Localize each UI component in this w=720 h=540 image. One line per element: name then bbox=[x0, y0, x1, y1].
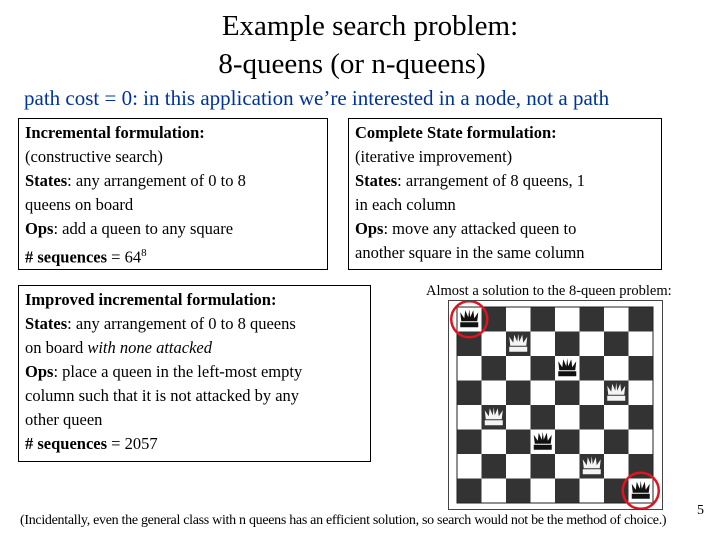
board-square bbox=[580, 332, 605, 357]
board-square bbox=[531, 479, 556, 504]
board-square bbox=[580, 479, 605, 504]
board-square bbox=[604, 405, 629, 430]
board-square bbox=[580, 430, 605, 455]
incremental-formulation-box bbox=[18, 118, 328, 270]
board-square bbox=[531, 381, 556, 406]
board-square bbox=[506, 381, 531, 406]
sequences-label: # sequences bbox=[25, 434, 108, 453]
board-square bbox=[580, 405, 605, 430]
states-text-cont: on board bbox=[25, 338, 88, 357]
states-label: States bbox=[355, 171, 398, 190]
board-square bbox=[506, 430, 531, 455]
board-square bbox=[629, 332, 654, 357]
states-text: : any arrangement of 0 to 8 queens bbox=[67, 314, 296, 333]
states-label: States bbox=[25, 314, 68, 333]
improved-incremental-formulation-box bbox=[18, 285, 371, 462]
board-square bbox=[580, 356, 605, 381]
board-caption: Almost a solution to the 8-queen problem: bbox=[426, 283, 672, 299]
board-square bbox=[555, 332, 580, 357]
board-square bbox=[604, 307, 629, 332]
board-square bbox=[457, 405, 482, 430]
board-square bbox=[604, 430, 629, 455]
board-square bbox=[506, 307, 531, 332]
board-square bbox=[629, 356, 654, 381]
board-square bbox=[506, 454, 531, 479]
ops-label: Ops bbox=[355, 219, 384, 238]
ops-text: : place a queen in the left-most empty bbox=[53, 362, 303, 381]
board-square bbox=[506, 405, 531, 430]
ops-text-cont: another square in the same column bbox=[355, 243, 585, 262]
board-square bbox=[531, 454, 556, 479]
ops-label: Ops bbox=[25, 362, 54, 381]
board-square bbox=[506, 356, 531, 381]
board-square bbox=[457, 356, 482, 381]
board-square bbox=[482, 332, 507, 357]
improved-heading: Improved incremental formulation: bbox=[25, 290, 277, 309]
board-square bbox=[604, 332, 629, 357]
sequences-label: # sequences bbox=[25, 247, 108, 267]
complete-state-subheading: (iterative improvement) bbox=[355, 147, 513, 166]
board-square bbox=[457, 381, 482, 406]
states-text-italic: with none attacked bbox=[87, 338, 212, 357]
board-square bbox=[457, 479, 482, 504]
chessboard-svg bbox=[449, 301, 662, 509]
ops-text-cont-2: other queen bbox=[25, 410, 103, 429]
ops-text: : move any attacked queen to bbox=[383, 219, 577, 238]
states-label: States bbox=[25, 171, 68, 190]
board-square bbox=[555, 430, 580, 455]
board-square bbox=[482, 454, 507, 479]
board-square bbox=[580, 381, 605, 406]
chessboard-image bbox=[448, 300, 663, 510]
complete-state-heading: Complete State formulation: bbox=[355, 123, 557, 142]
slide-title-line-2: 8-queens (or n-queens) bbox=[218, 48, 486, 80]
incremental-heading: Incremental formulation: bbox=[25, 123, 205, 142]
states-text-cont: in each column bbox=[355, 195, 456, 214]
page-number: 5 bbox=[697, 503, 704, 518]
board-square bbox=[555, 454, 580, 479]
board-square bbox=[629, 381, 654, 406]
complete-state-formulation-box bbox=[348, 118, 662, 270]
board-square bbox=[457, 454, 482, 479]
board-square bbox=[629, 430, 654, 455]
board-square bbox=[629, 405, 654, 430]
states-text-cont: queens on board bbox=[25, 195, 134, 214]
board-square bbox=[604, 454, 629, 479]
board-square bbox=[531, 332, 556, 357]
ops-text: : add a queen to any square bbox=[53, 219, 234, 238]
ops-text-cont-1: column such that it is not attacked by any bbox=[25, 386, 300, 405]
board-square bbox=[482, 381, 507, 406]
states-text: : any arrangement of 0 to 8 bbox=[67, 171, 246, 190]
ops-label: Ops bbox=[25, 219, 54, 238]
board-square bbox=[506, 479, 531, 504]
sequences-value: = 64 bbox=[107, 247, 142, 267]
board-square bbox=[580, 307, 605, 332]
board-square bbox=[531, 356, 556, 381]
subtitle: path cost = 0: in this application we’re interested in a node, not a path bbox=[24, 86, 610, 110]
board-square bbox=[482, 430, 507, 455]
board-square bbox=[555, 381, 580, 406]
footnote: (Incidentally, even the general class with n queens has an efficient solution, so search would not be the method of choice.) bbox=[20, 513, 667, 528]
incremental-subheading: (constructive search) bbox=[25, 147, 163, 166]
board-square bbox=[555, 479, 580, 504]
board-square bbox=[604, 356, 629, 381]
board-square bbox=[629, 307, 654, 332]
sequences-exponent: 8 bbox=[141, 247, 147, 259]
slide-title-line-1: Example search problem: bbox=[221, 10, 519, 42]
board-square bbox=[531, 405, 556, 430]
board-square bbox=[531, 307, 556, 332]
board-square bbox=[457, 430, 482, 455]
board-square bbox=[555, 405, 580, 430]
sequences-value: = 2057 bbox=[107, 434, 158, 453]
states-text: : arrangement of 8 queens, 1 bbox=[397, 171, 586, 190]
board-square bbox=[555, 307, 580, 332]
board-square bbox=[482, 479, 507, 504]
board-square bbox=[482, 356, 507, 381]
